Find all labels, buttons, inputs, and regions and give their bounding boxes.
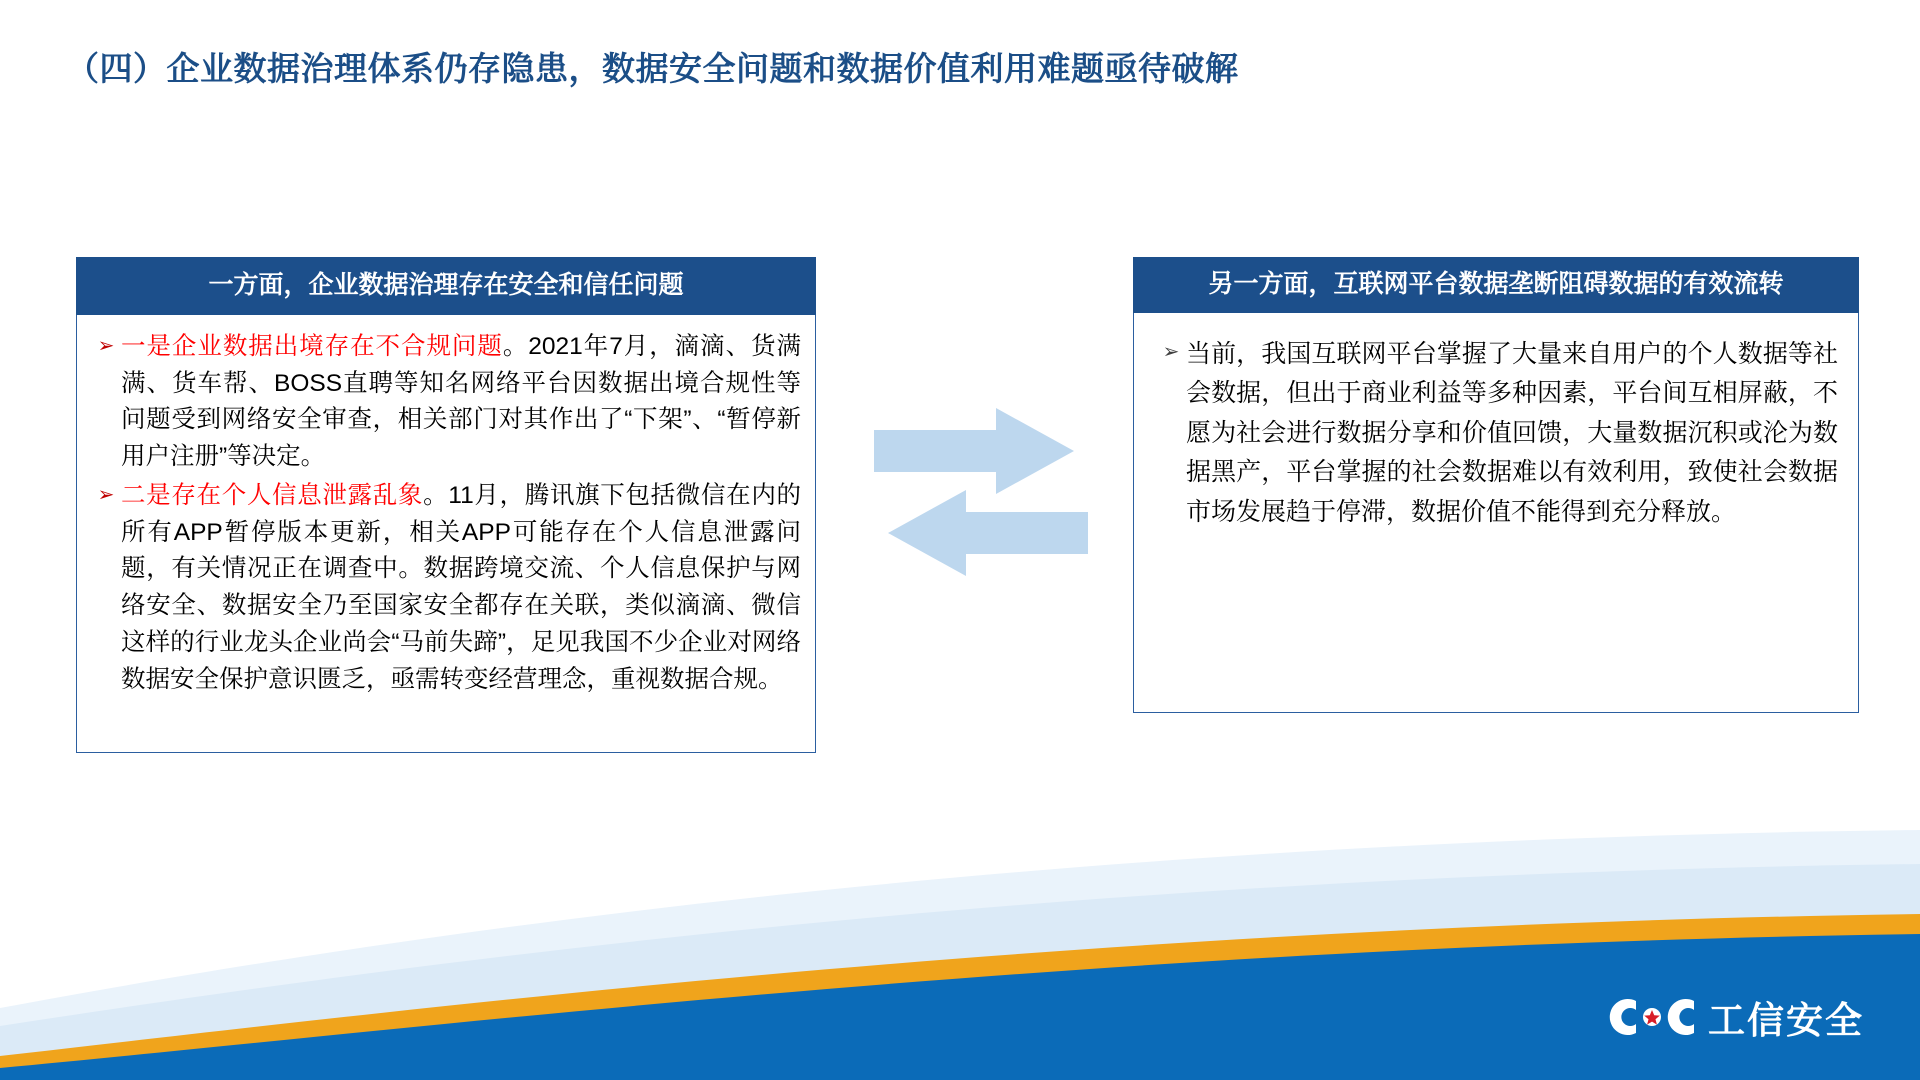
list-item	[91, 478, 801, 699]
bullet-arrow-icon: ➢	[1162, 340, 1180, 363]
arrow-group	[866, 400, 1096, 600]
bullet-arrow-icon: ➢	[97, 483, 115, 506]
list-item-body: 。11月，腾讯旗下包括微信在内的所有APP暂停版本更新，相关APP可能存在个人信息泄露问题，有关情况正在调查中。数据跨境交流、个人信息保护与网络安全、数据安全乃至国家安全都存在关联，类似滴滴、微信这样的行业龙头企业尚会“马前失蹄”，足见我国不少企业对网络数据安全保护意识匮乏，亟需转变经营理念，重视数据合规。	[121, 481, 801, 693]
highlighted-phrase: 一是企业数据出境存在不合规问题	[121, 332, 503, 360]
right-panel	[1133, 257, 1859, 713]
bullet-arrow-icon: ➢	[97, 334, 115, 357]
list-item-text	[121, 329, 801, 476]
right-panel-body	[1133, 313, 1859, 713]
logo-text: 工信安全	[1708, 1000, 1864, 1041]
right-arrow-icon	[874, 408, 1074, 494]
left-panel	[76, 257, 816, 753]
page-title: （四）企业数据治理体系仍存隐患，数据安全问题和数据价值利用难题亟待破解	[66, 50, 1239, 87]
list-item-text	[121, 478, 801, 699]
footer-decoration	[0, 830, 1920, 1080]
list-item-text: 当前，我国互联网平台掌握了大量来自用户的个人数据等社会数据，但出于商业利益等多种因素，平台间互相屏蔽，不愿为社会进行数据分享和价值回馈，大量数据沉积或沦为数据黑产，平台掌握的社会数据难以有效利用，致使社会数据市场发展趋于停滞，数据价值不能得到充分释放。	[1186, 339, 1838, 526]
list-item-body: 。2021年7月，滴滴、货满满、货车帮、BOSS直聘等知名网络平台因数据出境合规性等问题受到网络安全审查，相关部门对其作出了“下架”、“暂停新用户注册”等决定。	[121, 332, 801, 470]
left-panel-body	[76, 315, 816, 753]
left-panel-header: 一方面，企业数据治理存在安全和信任问题	[76, 257, 816, 315]
logo	[1606, 990, 1864, 1044]
list-item	[1156, 335, 1838, 533]
left-arrow-icon	[888, 490, 1088, 576]
cic-logo-icon	[1606, 992, 1698, 1042]
right-panel-header: 另一方面，互联网平台数据垄断阻碍数据的有效流转	[1133, 257, 1859, 313]
highlighted-phrase: 二是存在个人信息泄露乱象	[121, 481, 424, 509]
list-item	[91, 329, 801, 476]
